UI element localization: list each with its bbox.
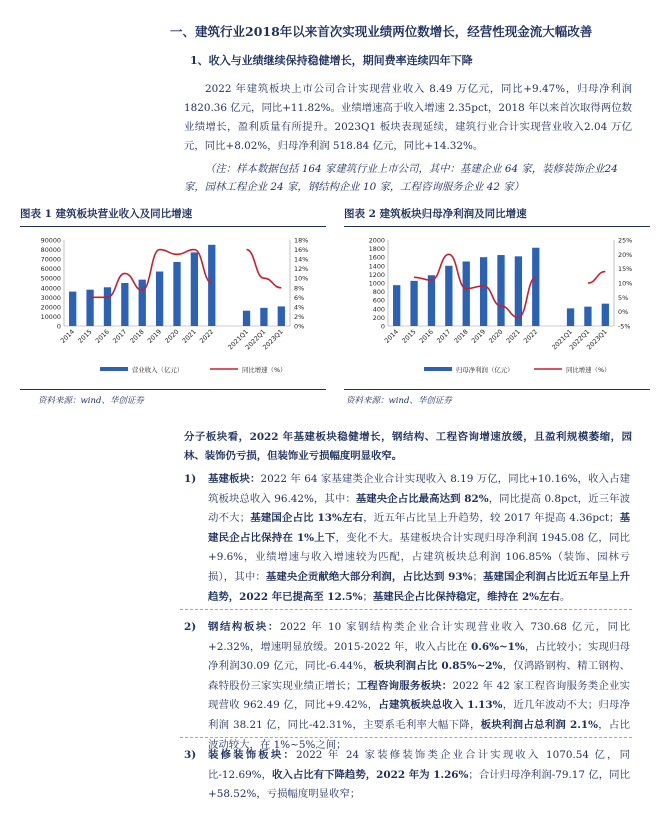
bar xyxy=(532,248,539,326)
y-tick-label-right: -5% xyxy=(618,322,631,331)
y-tick-label-right: 25% xyxy=(618,236,633,245)
bar xyxy=(393,285,400,326)
figure-1-source: 资料来源：wind、华创证券 xyxy=(38,396,144,406)
x-tick-label: 2021 xyxy=(180,327,198,345)
divider xyxy=(180,737,632,738)
sample-note: （注：样本数据包括 164 家建筑行业上市公司，其中：基建企业 64 家，装修装饰企业24 家，园林工程企业 24 家，钢结构企业 10 家，工程咨询服务企业 42 家） xyxy=(184,163,618,193)
body-text: ；合计归母净利润-79.17 亿，同比+58.52%，亏损幅度明显收窄； xyxy=(208,768,630,801)
figure-1-bottom-rule xyxy=(20,389,326,390)
x-tick-label: 2021Q1 xyxy=(550,327,574,352)
legend-bar-label: 归母净利润（亿元） xyxy=(456,366,514,374)
y-tick-label-left: 60000 xyxy=(40,265,61,274)
emphasis-text: 基建国企利润占比近五年呈上升趋势，2022 年已提高至 12.5% xyxy=(208,570,630,603)
x-tick-label: 2022 xyxy=(198,327,216,345)
emphasis-text: 占建筑板块总收入 1.13% xyxy=(378,699,503,712)
bar xyxy=(567,308,574,326)
bar xyxy=(173,262,180,326)
x-tick-label: 2016 xyxy=(417,327,435,345)
y-tick-label-left: 0 xyxy=(56,322,61,331)
legend-line-label: 同比增速（%） xyxy=(566,366,611,374)
bar xyxy=(260,308,267,326)
x-tick-label: 2022Q1 xyxy=(243,327,268,352)
x-tick-label: 2014 xyxy=(58,327,77,345)
list-item-infrastructure xyxy=(184,470,634,606)
figure-1-rule xyxy=(20,226,326,227)
y-tick-label-left: 50000 xyxy=(40,274,61,283)
y-tick-label-right: 18% xyxy=(294,236,309,245)
emphasis-text: 板块利润占比 0.85%~2% xyxy=(373,660,503,673)
bar xyxy=(121,283,128,326)
body-text: ，近几年波动不大；归母净利润 38.21 亿，同比-42.31%，主要系毛利率大幅下降， xyxy=(208,699,631,731)
bar xyxy=(480,257,487,326)
growth-line-quarterly xyxy=(247,250,282,288)
figure-1-title: 图表 1 建筑板块营业收入及同比增速 xyxy=(20,208,193,220)
bar xyxy=(208,245,215,326)
y-tick-label-left: 1800 xyxy=(368,245,385,254)
list-item-text xyxy=(208,618,630,755)
bar xyxy=(69,292,76,326)
legend-bar-label: 营业收入（亿元） xyxy=(132,366,184,374)
body-text: ； xyxy=(472,570,483,583)
bar xyxy=(584,307,591,326)
y-tick-label-right: 8% xyxy=(294,284,305,293)
y-tick-label-left: 80000 xyxy=(40,246,61,255)
figure-2-title: 图表 2 建筑板块归母净利润及同比增速 xyxy=(344,208,527,220)
x-tick-label: 2015 xyxy=(76,327,94,345)
y-tick-label-left: 400 xyxy=(372,305,385,314)
figure-2-bottom-rule xyxy=(344,389,650,390)
x-tick-label: 2021Q1 xyxy=(226,327,250,352)
y-tick-label-right: 6% xyxy=(294,293,305,302)
y-tick-label-right: 4% xyxy=(294,303,305,312)
x-tick-label: 2017 xyxy=(435,327,453,345)
figure-2-chart xyxy=(344,230,654,386)
bar xyxy=(428,275,435,326)
y-tick-label-left: 600 xyxy=(372,296,385,305)
list-item-text xyxy=(208,746,630,805)
bar xyxy=(86,290,93,326)
x-tick-label: 2014 xyxy=(382,327,401,345)
bar xyxy=(156,272,163,326)
emphasis-text: 基建民企占比保持在 1%上下 xyxy=(208,512,630,544)
y-tick-label-left: 0 xyxy=(380,322,385,331)
body-text: ，占比波动较大，在 1%~5%之间； xyxy=(208,718,630,751)
x-tick-label: 2023Q1 xyxy=(261,327,285,352)
list-item-text xyxy=(208,470,630,607)
y-tick-label-left: 20000 xyxy=(40,303,61,312)
x-tick-label: 2018 xyxy=(128,327,146,345)
emphasis-text: 收入占比有下降趋势，2022 年为 1.26% xyxy=(272,768,469,781)
y-tick-label-left: 1400 xyxy=(368,262,385,271)
list-item-decoration xyxy=(184,746,634,806)
y-tick-label-left: 1200 xyxy=(368,270,385,279)
y-tick-label-left: 800 xyxy=(372,288,385,297)
x-tick-label: 2017 xyxy=(111,327,129,345)
x-tick-label: 2016 xyxy=(93,327,111,345)
y-tick-label-right: 2% xyxy=(294,312,305,321)
segment-summary: 分子板块看，2022 年基建板块稳健增长，钢结构、工程咨询增速放缓，且盈利规模萎缩，园林、装饰仍亏损，但装饰业亏损幅度明显收窄。 xyxy=(184,431,632,462)
y-tick-label-right: 0% xyxy=(294,322,305,331)
emphasis-text: 钢结构板块： xyxy=(208,621,280,633)
bar xyxy=(104,287,111,326)
y-tick-label-right: 0% xyxy=(618,308,629,317)
bar xyxy=(463,262,470,327)
legend-line-label: 同比增速（%） xyxy=(242,366,287,374)
body-text: ； xyxy=(362,590,373,603)
body-text: 2022 年 10 家钢结构类企业合计实现营业收入 730.68 亿元，同比+2.32%，增速明显放缓。2015-2022 年，收入占比在 xyxy=(208,621,630,653)
y-tick-label-left: 70000 xyxy=(40,255,61,264)
y-tick-label-right: 14% xyxy=(294,255,309,264)
bar xyxy=(445,266,452,326)
body-text: 。 xyxy=(559,590,571,603)
emphasis-text: 0.6%~1% xyxy=(471,640,525,653)
list-item-steel xyxy=(184,618,634,751)
x-tick-label: 2021 xyxy=(504,327,522,345)
x-tick-label: 2022 xyxy=(522,327,540,345)
list-item-number: 3) xyxy=(184,749,197,761)
section-heading: 一、建筑行业2018年以来首次实现业绩两位数增长，经营性现金流大幅改善 xyxy=(170,24,593,39)
x-tick-label: 2015 xyxy=(400,327,418,345)
list-item-number: 1) xyxy=(184,473,197,485)
emphasis-text: 装修装饰板块： xyxy=(208,749,296,761)
y-tick-label-left: 90000 xyxy=(40,236,61,245)
x-tick-label: 2019 xyxy=(469,327,488,345)
emphasis-text: 工程咨询服务板块： xyxy=(356,679,453,692)
intro-paragraph: 2022 年建筑板块上市公司合计实现营业收入 8.49 万亿元，同比+9.47%，归母净利润1820.36 亿元，同比+11.82%。业绩增速高于收入增速 2.35pct，2018 年以来首次取得两位数业绩增长，盈利质量有所提升。2023Q1 板块表现延续，建筑行业合计实现营业收入2.04 万亿元，同比+8.02%，归母净利润 518.84 亿元，同比+14.32%。 xyxy=(184,83,632,152)
subsection-heading: 1、收入与业绩继续保持稳健增长，期间费率连续四年下降 xyxy=(190,54,473,67)
bar xyxy=(243,311,250,326)
y-tick-label-left: 2000 xyxy=(368,236,385,245)
list-item-number: 2) xyxy=(184,621,197,633)
emphasis-text: 基建民企占比保持稳定，维持在 2%左右 xyxy=(372,590,560,603)
y-tick-label-right: 20% xyxy=(618,250,633,259)
body-text: ，近五年占比呈上升趋势，较 2017 年提高 4.36pct； xyxy=(363,512,620,525)
figure-2-source: 资料来源：wind、华创证券 xyxy=(346,396,452,406)
x-tick-label: 2023Q1 xyxy=(585,327,609,352)
y-tick-label-left: 1000 xyxy=(368,279,385,288)
emphasis-text: 基建央企贡献绝大部分利润，占比达到 93% xyxy=(265,570,473,583)
body-text: ，同比提高 0.8pct，近三年波动不大； xyxy=(208,492,630,525)
emphasis-text: 板块利润占总利润 2.1% xyxy=(480,718,598,731)
emphasis-text: 82% xyxy=(464,492,489,505)
bar xyxy=(497,255,504,326)
y-tick-label-right: 12% xyxy=(294,265,309,274)
body-text: ，变化不大。基建板块合计实现归母净利润 1945.08 亿，同比+9.6%，业绩增速与收入增速较为匹配，占建筑板块总利润 106.85%（装饰、园林亏损），其中： xyxy=(208,531,630,583)
y-tick-label-left: 10000 xyxy=(40,312,61,321)
body-text: ，仅鸿路钢构、精工钢构、森特股份三家实现业绩正增长； xyxy=(208,660,630,692)
bar xyxy=(139,280,146,326)
y-tick-label-right: 5% xyxy=(618,293,629,302)
x-tick-label: 2018 xyxy=(452,327,470,345)
emphasis-text: 基建板块： xyxy=(208,473,261,485)
bar xyxy=(278,306,285,326)
y-tick-label-left: 200 xyxy=(372,313,385,322)
x-tick-label: 2020 xyxy=(487,327,505,345)
y-tick-label-right: 15% xyxy=(618,265,633,274)
bar xyxy=(191,252,198,326)
body-text: ，占比较小；实现归母净利润30.09 亿元，同比-6.44%， xyxy=(208,640,631,673)
bar xyxy=(410,281,417,326)
x-tick-label: 2022Q1 xyxy=(567,327,592,352)
y-tick-label-right: 10% xyxy=(618,279,633,288)
figure-1-chart xyxy=(20,230,330,386)
x-tick-label: 2019 xyxy=(145,327,164,345)
body-text: 2022 年 64 家基建类企业合计实现收入 8.19 万亿，同比+10.16%，收入占建筑板块总收入 96.42%，其中： xyxy=(208,473,631,505)
body-text: 2022 年 24 家装修装饰类企业合计实现收入 1070.54 亿，同比-12.69%， xyxy=(208,749,630,781)
y-tick-label-left: 1600 xyxy=(368,253,385,262)
body-text: 2022 年 42 家工程咨询服务类企业实现营收 962.49 亿，同比+9.42%， xyxy=(208,679,631,712)
figure-2-rule xyxy=(344,226,650,227)
x-tick-label: 2020 xyxy=(163,327,181,345)
emphasis-text: 基建央企占比最高达到 xyxy=(355,492,465,505)
bar xyxy=(602,304,609,326)
y-tick-label-right: 10% xyxy=(294,274,309,283)
legend-bar-swatch xyxy=(424,367,452,371)
growth-line-quarterly xyxy=(588,272,605,283)
emphasis-text: 基建国企占比 13%左右 xyxy=(250,512,364,525)
legend-bar-swatch xyxy=(100,367,128,371)
y-tick-label-right: 16% xyxy=(294,246,309,255)
y-tick-label-left: 40000 xyxy=(40,284,61,293)
divider xyxy=(180,609,632,610)
y-tick-label-left: 30000 xyxy=(40,293,61,302)
